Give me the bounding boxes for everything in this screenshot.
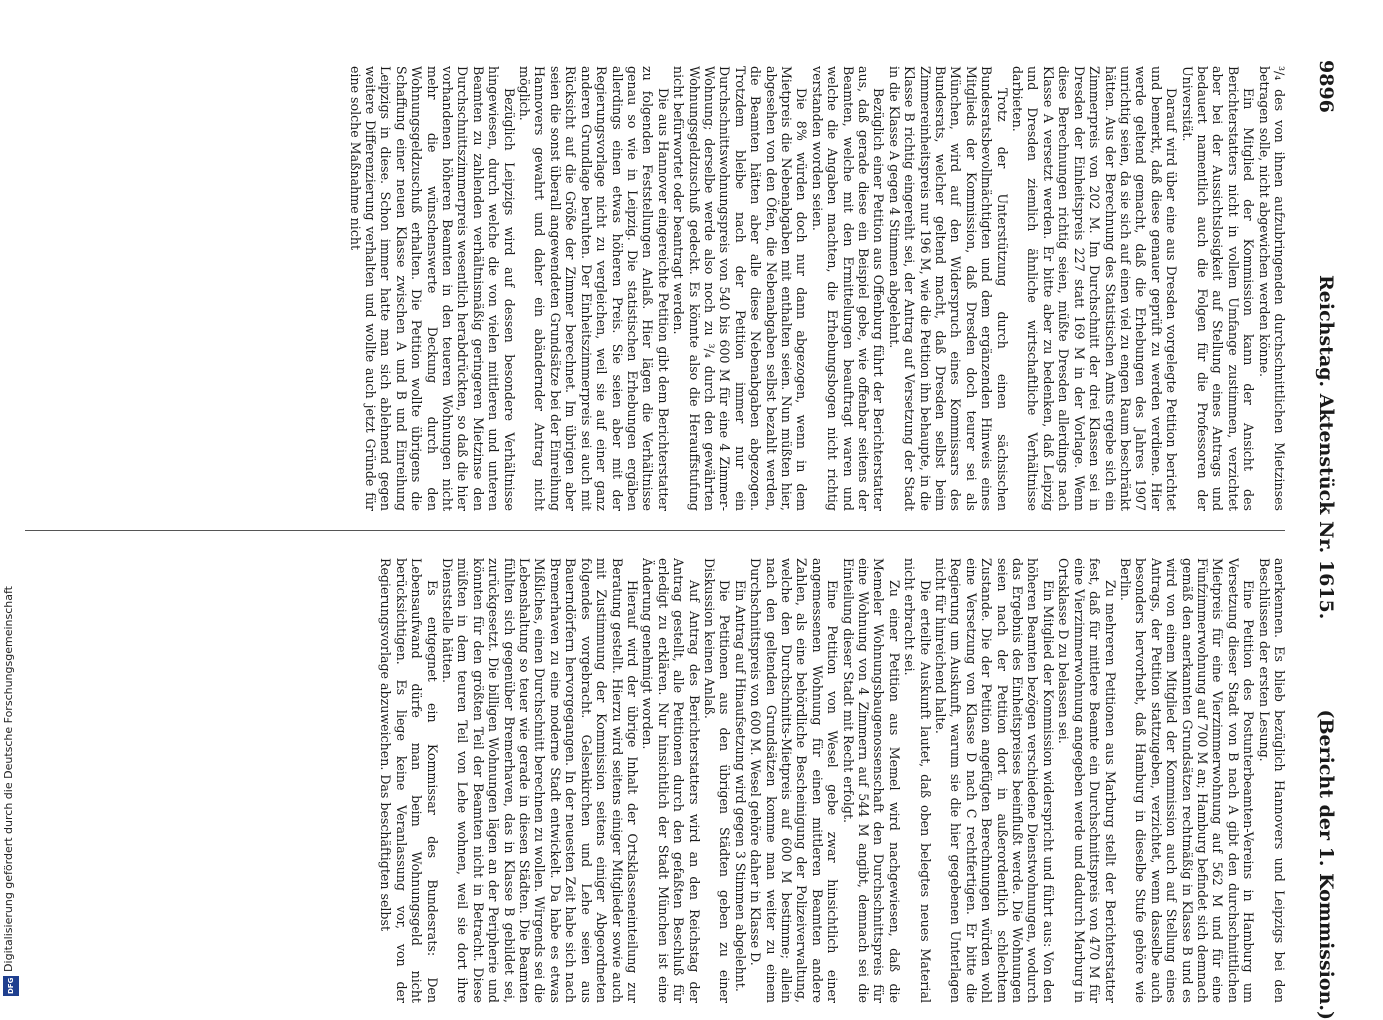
- right-column: [17, 558, 1287, 1003]
- left-column: [17, 66, 1287, 511]
- paragraph: Auf Antrag des Berichterstatters wird an den Reichstag der Antrag gestellt, alle Petitionen durch den gefaßten Beschluß für erledigt zu erklären. Nur hinsichtlich der Stadt München ist eine Änderung genehmigt worden.: [640, 558, 702, 1003]
- paragraph: Trotz der Unterstützung durch einen sächsischen Bundesratsbevollmächtigten und dem ergänzenden Hinweis eines Mitglieds der Kommission, daß Dresden doch teurer sei als München, wird auf den Widerspruch eines Kommissars des Bundesrats, welcher geltend macht, daß Dresden selbst beim Zimmereinheitspreis nur 196 M, wie die Petition ihn behaupte, in die Klasse B richtig eingereiht sei, der Antrag auf Versetzung der Stadt in die Klasse A gegen 4 Stimmen abgelehnt.: [886, 66, 1009, 511]
- paragraph: Ein Antrag auf Hinaufsetzung wird gegen 3 Stimmen abgelehnt.: [732, 558, 747, 1003]
- document-page: [15, 60, 1345, 1020]
- page-number: 9896: [1315, 60, 1337, 113]
- column-divider: [25, 530, 1285, 531]
- paragraph: Es entgegnet ein Kommissar des Bundesrats: Den Lebensaufwand dürfe man beim Wohnungsgeld nicht berücksichtigen. Es liege keine Veranlassung vor, von der Regierungsvorlage abzuweichen. Das beschäftigten selbst: [378, 558, 440, 1003]
- paragraph: Bezüglich Leipzigs wird auf dessen besondere Verhältnisse hingewiesen, durch welche die von vielen mittleren und unteren Beamten zu zahlenden verhältnismäßig geringeren Mietzinse den Durchschnittszimmerpreis wesentlich herabdrückten, so daß die hier vorhandenen höheren Beamten in den teueren Wohnungen nicht mehr die wünschenswerte Deckung durch den Wohnungsgeldzuschuß erhalten. Die Petition wollte übrigens die Schaffung einer neuen Klasse zwischen A und B und Einreihung Leipzigs in diese. Schon immer hatte man sich ablehnend gegen weitere Differenzierung verhalten und wollte auch jetzt Gründe für eine solche Maßnahme nicht: [347, 66, 516, 511]
- paragraph: Bezüglich einer Petition aus Offenburg führt der Berichterstatter aus, daß gerade diese ein Beispiel gebe, wie offenbar seitens der Beamten, welche mit den Ermittelungen beauftragt waren und welche die Angaben machten, die Erhebungsbogen nicht richtig verstanden worden seien.: [809, 66, 886, 511]
- paragraph: Ein Mitglied der Kommission kann der Ansicht des Berichterstatters nicht in vollem Umfange zustimmen, verzichtet aber bei der Aussichtslosigkeit auf Stellung eines Antrags und bedauert namentlich auch die Folgen für die Professoren der Universität.: [1179, 66, 1256, 511]
- paragraph: anerkennen. Es blieb bezüglich Hannovers und Leipzigs bei den Beschlüssen der ersten Lesung.: [1256, 558, 1287, 1003]
- dfg-logo: DFG: [3, 976, 19, 996]
- paragraph: Zu einer Petition aus Memel wird nachgewiesen, daß die Memeler Wohnungsbaugenossenschaft den Durchschnittspreis für eine Wohnung von 4 Zimmern auf 544 M angibt, demnach sei die Einteilung dieser Stadt mit Recht erfolgt.: [840, 558, 902, 1003]
- paragraph: Zu mehreren Petitionen aus Marburg stellt der Berichterstatter fest, daß für mittlere Beamte ein Durchschnittspreis von 470 M für eine Vierzimmerwohnung angegeben werde und dadurch Marburg in Ortsklasse D zu belassen sei.: [1056, 558, 1118, 1003]
- digitization-note: Digitalisierung gefördert durch die Deutsche Forschungsgemeinschaft: [2, 586, 15, 972]
- paragraph: Eine Petition des Postunterbeamten-Vereins in Hamburg um Versetzung dieser Stadt von B nach A gibt den durchschnittlichen Mietpreis für eine Vierzimmerwohnung auf 562 M und für eine Fünfzimmerwohnung auf 700 M an; Hamburg befindet sich demnach gemäß den anerkannten Grundsätzen rechtmäßig in Klasse B und es wird von einem Mitglied der Kommission auch auf Stellung eines Antrags, der Petition stattzugeben, verzichtet, wenn dasselbe auch besonders hervorhebt, daß Hamburg in dieselbe Stufe gehöre wie Berlin.: [1118, 558, 1257, 1003]
- paragraph: Die Petitionen aus den übrigen Städten geben zu einer Diskussion keinen Anlaß.: [702, 558, 733, 1003]
- paragraph: Die 8% würden doch nur dann abgezogen, wenn in dem Mietpreis die Nebenabgaben mit enthalten seien. Nun müßten hier, abgesehen von den Öfen, die Nebenabgaben selbst bezahlt werden, die Beamten hätten aber alle diese Nebenabgaben abgezogen. Trotzdem bleibe nach der Petition immer nur ein Durchschnittswohnungspreis von 540 bis 600 M für eine 4 Zimmer-Wohnung; derselbe werde also noch zu ³/₄ durch den gewährten Wohnungsgeldzuschuß gedeckt. Es könnte also die Herauffstufung nicht befürwortet oder beantragt werden.: [671, 66, 810, 511]
- section-title: (Bericht der 1. Kommission.): [1315, 710, 1337, 1020]
- page-header: [1303, 60, 1337, 1020]
- paragraph: Die erteilte Auskunft lautet, daß oben belegtes neues Material nicht erbracht sei.: [902, 558, 933, 1003]
- paragraph: Hierauf wird der übrige Inhalt der Ortsklasseneinteilung zur Beratung gestellt. Hierzu wird seitens einiger Mitglieder sowie auch mit Zustimmung der Kommission seitens einiger Abgeordneten folgendes vorgebracht. Gelsenkirchen und Lehe seien aus Bauerndörfern hervorgegangen. In der neuesten Zeit habe sich nach Bremerhaven zu eine moderne Stadt entwickelt. Da habe es etwas Mißliches, einen Durchschnitt berechnen zu wollen. Wirgends sei die Lebenshaltung so teuer wie gerade in diesen Städten. Die Beamten fühlten sich gegenüber Bremerhaven, das in Klasse B gebildet sei, zurückgesetzt. Die billigen Wohnungen lägen an der Peripherie und könnten für den größten Teil der Beamten nicht in Betracht. Diese müßten in dem teuren Teil von Lehe wohnen, weil sie dort ihre Dienststelle hätten.: [440, 558, 640, 1003]
- paragraph: Ein Mitglied der Kommission widerspricht und führt aus: Von den höheren Beamten bezögen verschiedene Dienstwohnungen, wodurch das Ergebnis des Einheitspreises beeinflußt werde. Die Wohnungen seien nach der Petition dort in außerordentlich schlechtem Zustande. Die der Petition angefügten Berechnungen würden wohl eine Versetzung von Klasse D nach C rechtfertigen. Er bitte die Regierung um Auskunft, warum sie die hier gegebenen Unterlagen nicht für hinreichend halte.: [933, 558, 1056, 1003]
- running-title: Reichstag. Aktenstück Nr. 1615.: [1315, 275, 1337, 619]
- paragraph: Eine Petition von Wesel gebe zwar hinsichtlich einer angemessenen Wohnung für einen mittleren Beamten andere Zahlen, als eine behördliche Bescheinigung der Polizeiverwaltung, welche den Durchschnitts-Mietpreis auf 600 M bestimme; allein nach den geltenden Grundsätzen komme man weiter zu einem Durchschnittspreis von 600 M. Wesel gehöre daher in Klasse D.: [748, 558, 840, 1003]
- paragraph: Darauf wird über eine aus Dresden vorgelegte Petition berichtet und bemerkt, daß diese genauer geprüft zu werden verdiene. Hier werde geltend gemacht, daß die Erhebungen des Jahres 1907 unrichtig seien, da sie sich auf einen viel zu engen Raum beschränkt hätten. Aus der Berechnung des Statistischen Amts ergebe sich ein Zimmerpreis von 202 M. Im Durchschnitt der drei Klassen sei in Dresden der Einheitspreis 227 statt 169 M in der Vorlage. Wenn diese Berechnungen richtig seien, müßte Dresden allerdings nach Klasse A versetzt werden. Er bitte aber zu bedenken, daß Leipzig und Dresden ziemlich ähnliche wirtschaftliche Verhältnisse darbieten.: [1010, 66, 1179, 511]
- paragraph: ³/₄ des von ihnen aufzubringenden durchschnittlichen Mietzinses betragen solle, nicht abgewichen werden könne.: [1256, 66, 1287, 511]
- paragraph: Die aus Hannover eingereichte Petition gibt dem Berichterstatter zu folgenden Feststellungen Anlaß. Hier lägen die Verhältnisse genau so wie in Leipzig. Die statistischen Erhebungen ergäben allerdings einen etwas höheren Preis. Sie seien aber mit der Regierungsvorlage nicht zu vergleichen, weil sie auf einer ganz anderen Grundlage beruhten. Der Einheitszimmerpreis sei auch mit Rücksicht auf die Größe der Zimmer berechnet. Im übrigen aber seien die sonst überall angewendeten Grundsätze bei der Einreihung Hannovers gewahrt und daher ein abändernder Antrag nicht möglich.: [517, 66, 671, 511]
